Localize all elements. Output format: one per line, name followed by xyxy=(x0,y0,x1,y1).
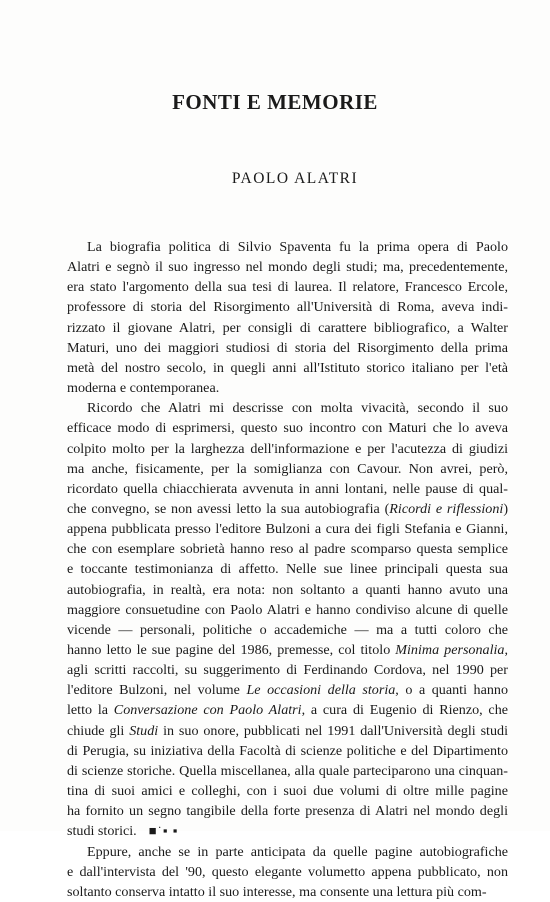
text-line: autobiografia, in realtà, era nota: non soltanto a quanti hanno avuto una xyxy=(67,581,508,598)
text-line: professore di storia del Risorgimento all'Università di Roma, aveva indi- xyxy=(67,299,508,316)
author-name: PAOLO ALATRI xyxy=(231,170,359,187)
text-line: colpito molto per la larghezza dell'informazione e per l'acutezza di giudizi xyxy=(67,440,508,457)
text-line: chiude gli Studi in suo onore, pubblicati nel 1991 dall'Università degli studi xyxy=(67,722,508,739)
text-line: che convegno, se non avessi letto la sua autobiografia (Ricordi e riflessioni) xyxy=(67,500,508,517)
text-line: di scienze storiche. Quella miscellanea, alla quale parteciparono una cinquan- xyxy=(67,762,508,779)
text-line: letto la Conversazione con Paolo Alatri, a cura di Eugenio di Rienzo, che xyxy=(67,702,508,719)
text-line: ha fornito un segno tangibile della forte presenza di Alatri nel mondo degli xyxy=(67,803,508,820)
text-line: agli scritti raccolti, su suggerimento di Ferdinando Cordova, nel 1990 per xyxy=(67,662,508,679)
text-line: era stato l'argomento della sua tesi di laurea. Il relatore, Francesco Ercole, xyxy=(67,279,508,296)
text-line: che con esemplare sobrietà hanno reso al padre scomparso questa semplice xyxy=(67,541,508,558)
text-line: La biografia politica di Silvio Spaventa fu la prima opera di Paolo xyxy=(87,239,508,255)
text-line: ma anche, fisicamente, per la somiglianza con Cavour. Non avrei, però, xyxy=(67,460,508,477)
text-line: appena pubblicata presso l'editore Bulzoni a cura dei figli Stefania e Gianni, xyxy=(67,521,508,538)
text-line: l'editore Bulzoni, nel volume Le occasioni della storia, o a quanti hanno xyxy=(67,682,508,699)
text-line: efficace modo di esprimersi, questo suo incontro con Maturi che lo aveva xyxy=(67,420,508,437)
scan-mark: ■˙▪ ▪ xyxy=(148,823,179,839)
text-line: hanno letto le sue pagine del 1986, premesse, col titolo Minima personalia, xyxy=(67,642,508,658)
text-line: e toccante testimonianza di affetto. Nelle sue linee principali questa sua xyxy=(67,561,508,578)
text-line: di Perugia, su iniziativa della Facoltà di scienze politiche e del Dipartimento xyxy=(67,742,508,759)
text-line: maggiore consuetudine con Paolo Alatri e hanno condiviso alcune di quelle xyxy=(67,601,508,618)
text-line: tina di suoi amici e colleghi, con i suoi due volumi di oltre mille pagine xyxy=(67,783,508,800)
text-line: vicende — personali, politiche o accademiche — ma a tutti coloro che xyxy=(67,621,508,638)
text-line: moderna e contemporanea. xyxy=(67,380,220,397)
text-line: Eppure, anche se in parte anticipata da quelle pagine autobiografiche xyxy=(87,843,508,860)
text-line: soltanto conserva intatto il suo interesse, ma consente una lettura più com- xyxy=(67,883,487,900)
text-line: metà del nostro secolo, in quegli anni all'Istituto storico italiano per l'età xyxy=(67,359,508,376)
page-title: FONTI E MEMORIE xyxy=(172,90,378,114)
text-line: studi storici. ■˙▪ ▪ xyxy=(67,823,179,840)
text-line: Maturi, uno dei maggiori studiosi di storia del Risorgimento della prima xyxy=(67,339,508,356)
text-line: rizzato il giovane Alatri, per consigli di carattere bibliografico, a Walter xyxy=(67,319,508,336)
text-line: Ricordo che Alatri mi descrisse con molta vivacità, secondo il suo xyxy=(87,400,508,417)
text-line: Alatri e segnò il suo ingresso nel mondo degli studi; ma, precedentemente, xyxy=(67,259,508,276)
text-line: ricordato quella chiacchierata avvenuta in anni lontani, nelle pause di qual- xyxy=(67,480,508,497)
text-line: e dall'intervista del '90, questo elegante volumetto appena pubblicato, non xyxy=(67,863,508,880)
